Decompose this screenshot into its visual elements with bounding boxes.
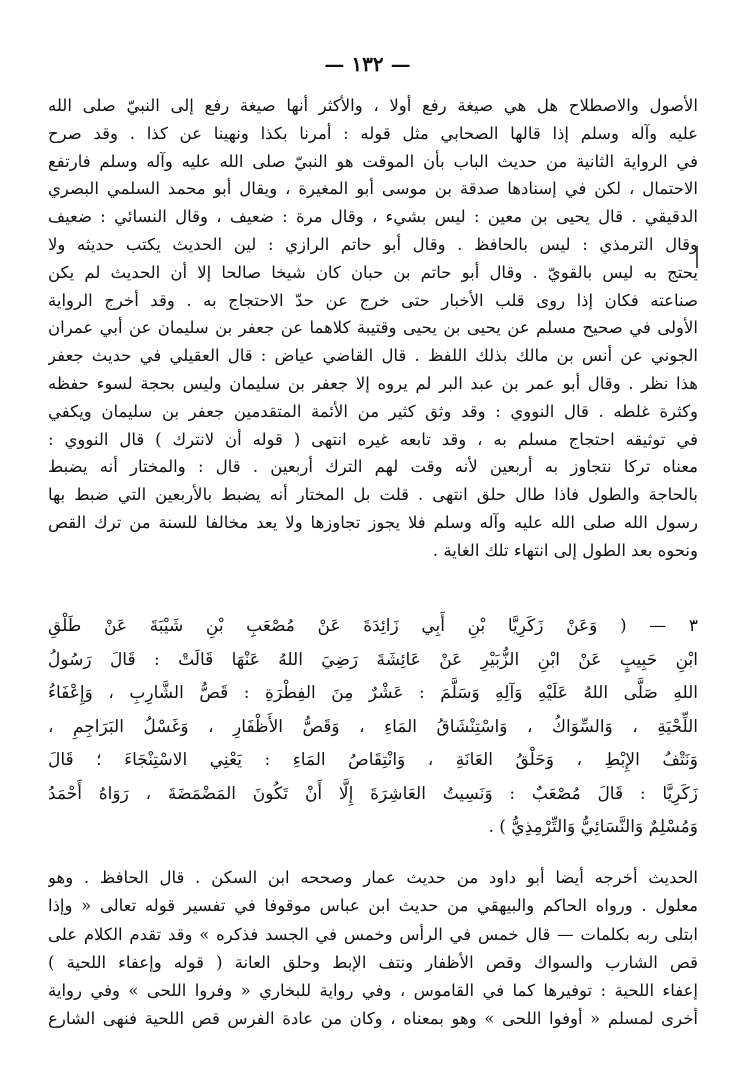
hadith-line: وَنَتْفُ الإِبْطِ ، وَحَلْقُ العَانَةِ ، وَانْتِقَاصُ المَاءِ : يَعْنِي الاسْتِنْجَاءَ ؛ قَالَ xyxy=(48,750,698,770)
text-line: في الرواية الثانية من حديث الباب بأن الموقت هو النبيّ صلى الله عليه وآله وسلم فارتفع xyxy=(48,151,698,171)
text-line: عليه وآله وسلم إذا قالها الصحابي مثل قوله : أمرنا بكذا ونهينا عن كذا . وقد صرح xyxy=(48,123,698,143)
text-line: أخرى لمسلم « أوفوا اللحى » وهو بمعناه ، وكان من عادة الفرس قص اللحية فنهى الشارع xyxy=(48,1009,698,1029)
text-line: وقال الترمذي : ليس بالحافظ . وقال أبو حاتم الرازي : لين الحديث يكتب حديثه ولا xyxy=(48,234,698,254)
hadith-line: ابْنِ حَبِيبٍ عَنْ ابْنِ الزُّبَيْرِ عَنْ عَائِشَةَ رَضِيَ اللهُ عَنْهَا قَالَتْ : قَالَ رَسُولُ xyxy=(48,649,698,670)
text-line: الاحتمال ، لكن في إسنادها صدقة بن موسى أبو المغيرة ، ويقال أبو محمد السلمي البصري xyxy=(48,179,698,199)
text-line: ونحوه بعد الطول إلى انتهاء تلك الغاية . xyxy=(432,540,698,560)
text-line: الجوني عن أنس بن مالك بذلك اللفظ . قال القاضي عياض : قال العقيلي في حديث جعفر xyxy=(48,346,698,366)
hadith-block xyxy=(48,610,698,845)
text-line: يحتج به ليس بالقويّ . وقال أبو حاتم بن حبان كان شيخا صالحا إلا أن الحديث لم يكن xyxy=(48,262,698,282)
commentary-block-1 xyxy=(48,92,698,565)
text-line: الدقيقي . قال يحيى بن معين : ليس بشيء ، وقال مرة : ضعيف ، وقال النسائي : ضعيف xyxy=(48,207,698,227)
text-line: صناعته فكان إذا روى قلب الأخبار حتى خرج عن حدّ الاحتجاج به . وقد أخرج الرواية xyxy=(48,290,698,310)
text-line: الحديث أخرجه أيضا أبو داود من حديث عمار وصححه ابن السكن . قال الحافظ . وهو xyxy=(48,868,698,887)
text-line: معناه تركا نتجاوز به أربعين لأنه وقت لهم الترك أربعين . قال : والمختار أنه يضبط xyxy=(48,457,698,477)
text-line: قص الشارب والسواك وقص الأظفار ونتف الإبط وحلق العانة ( قوله وإعفاء اللحية ) xyxy=(48,952,698,972)
text-line: الأصول والاصطلاح هل هي صيغة رفع أولا ، والأكثر أنها صيغة رفع إلى النبيّ صلى الله xyxy=(48,96,698,115)
text-line: بالحاجة والطول فاذا طال حلق انتهى . قلت بل المختار أنه يضبط بالأربعين التي ضبط بها xyxy=(48,485,698,505)
hadith-line: اللهِ صَلَّى اللهُ عَلَيْهِ وَآلِهِ وَسَلَّمَ : عَشْرٌ مِنَ الفِطْرَةِ : قَصُّ الشَّارِبِ ، وَإِعْفَاءُ xyxy=(48,683,698,703)
hadith-line: اللِّحْيَةِ ، وَالسِّوَاكُ ، وَاسْتِنْشَاقُ المَاءِ ، وَقَصُّ الأَظْفَارِ ، وَغَسْلُ البَرَاجِمِ ، xyxy=(48,716,698,737)
text-line: ابتلى ربه بكلمات — قال خمس في الرأس وخمس في الجسد فذكره » وقد تقدم الكلام على xyxy=(48,924,698,944)
text-line: هذا نظر . وقال أبو عمر بن عبد البر لم يروه إلا جعفر بن سليمان وليس بحجة لسوء حفظه xyxy=(48,373,698,393)
hadith-line: وَمُسْلِمٌ وَالنَّسَائِيُّ وَالتِّرْمِذِيُّ ) . xyxy=(488,817,698,837)
hadith-line: ٣ — ( وَعَنْ زَكَرِيَّا بْنِ أَبِي زَائِدَةَ عَنْ مُصْعَبِ بْنِ شَيْبَةَ عَنْ طَلْقِ xyxy=(48,616,698,636)
text-line: رسول الله صلى الله عليه وآله وسلم فلا يجوز تجاوزها ولا يعد مخالفا للسنة من ترك القص xyxy=(48,512,698,532)
text-line: معلول . ورواه الحاكم والبيهقي من حديث ابن عباس موقوفا في تفسير قوله تعالى « وإذا xyxy=(48,896,698,916)
page-number: — ١٣٢ — xyxy=(324,52,411,76)
text-line: إعفاء اللحية : توفيرها كما في القاموس ، وفي رواية للبخاري « وفروا اللحى » وفي رواية xyxy=(48,981,698,1001)
commentary-block-2 xyxy=(48,864,698,1034)
text-line: في توثيقه احتجاج مسلم به ، وقد تابعه غيره انتهى ( قوله أن لانترك ) قال النووي : xyxy=(48,429,698,449)
text-line: الأولى في صحيح مسلم عن يحيى بن يحيى وقتيبة كلاهما عن جعفر بن سليمان عن أبي عمران xyxy=(48,318,698,338)
text-line: وكثرة غلطه . قال النووي : وقد وثق كثير من الأئمة المتقدمين جعفر بن سليمان ويكفي xyxy=(48,401,698,421)
hadith-line: زَكَرِيَّا : قَالَ مُصْعَبٌ : وَنَسِيتُ العَاشِرَةَ إِلَّا أَنْ تَكُونَ المَضْمَضَةَ ، رَوَاهُ أَحْمَدُ xyxy=(48,783,698,804)
